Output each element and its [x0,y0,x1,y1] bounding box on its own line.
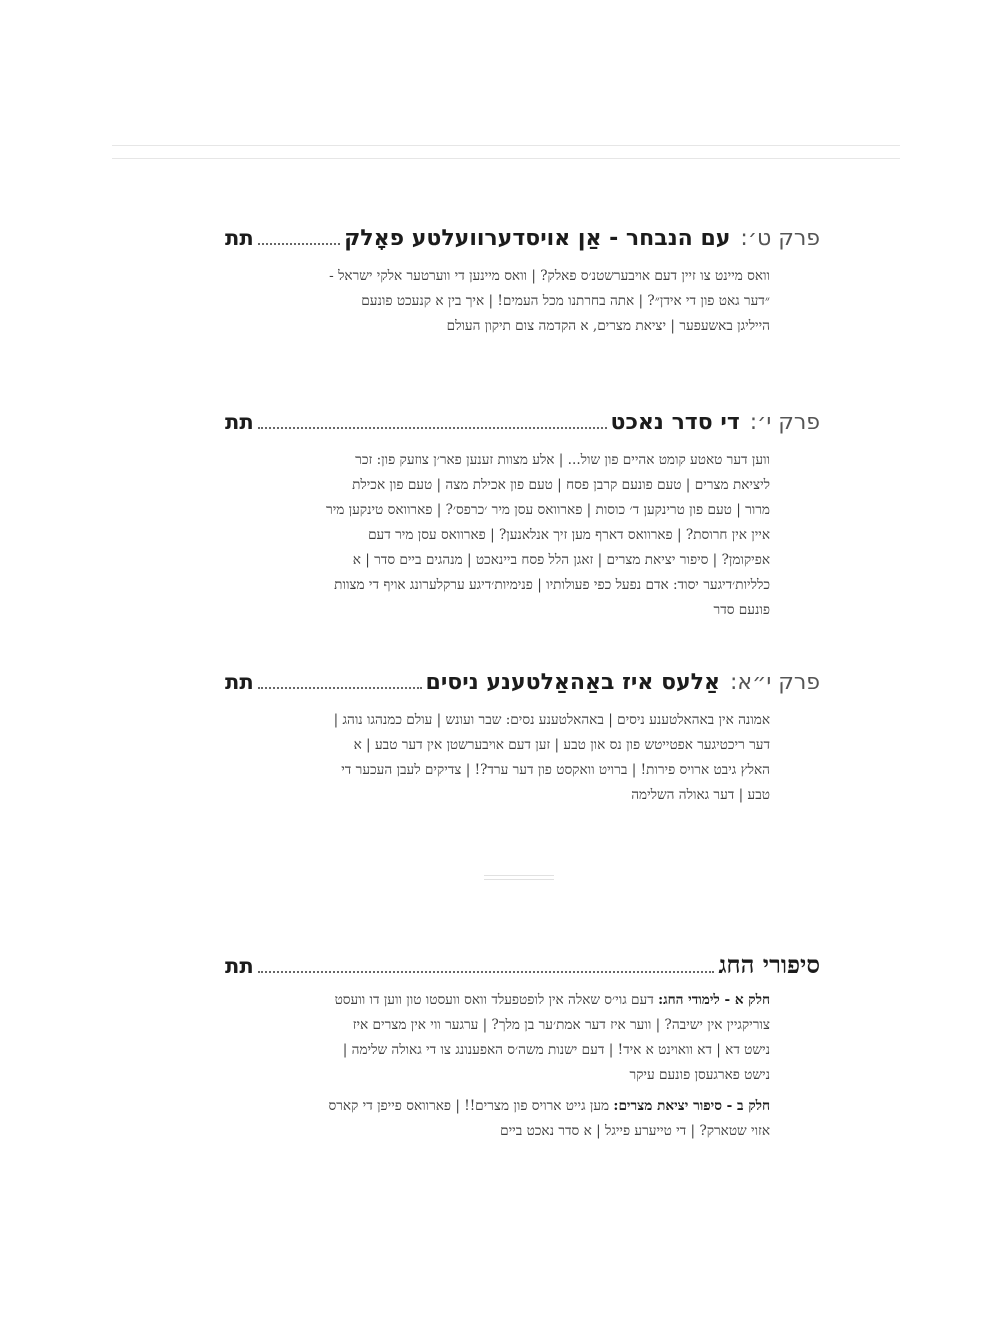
header-divider [112,145,900,159]
chapter-description: ווען דער טאטע קומט אהיים פון שול... | אלע מצוות זענען פאר׳ן צוזעק פון: זכר ליציאת מצרים | טעם פונעם קרבן פסח | טעם פון אכילת מצה | טעם פון אכילת מרור | טעם פון טרינקען ד׳ כוסות | פארוואס עסן מיר ׳כרפס׳? | פארוואס טינקען מיר איין אין חרוסת? | פארוואס דארף מען זיך אנלאנען? | פארוואס עסן מיר דעם אפיקומן? | סיפור יציאת מצרים | זאגן הלל פסח ביינאכט | מנהגים ביים סדר | א כלליות׳דיגער יסוד: אדם נפעל כפי פעולותיו | פנימיות׳דיגע ערקלערונג אויף די מצוות פונעם סדר [326,452,770,618]
toc-heading [225,410,820,444]
dot-leader [258,971,715,973]
part-paragraph [325,988,770,1088]
section-title: סיפורי החג [718,950,820,979]
toc-heading [225,226,820,260]
dot-leader [258,427,607,429]
chapter-number: פרק י׳: [749,410,820,435]
chapter-title: אַלעס איז באַהאַלטענע ניסים [425,670,721,695]
dot-leader [258,687,422,689]
toc-entry-chapter-11[interactable] [225,670,820,808]
chapter-number: פרק י״א: [730,670,820,695]
chapter-number: פרק ט׳: [740,226,820,251]
part-paragraph [325,1094,770,1144]
toc-entry-stories[interactable] [225,950,820,1150]
chapter-description: וואס מיינט צו זיין דעם אויבערשטנ׳ס פאלק? | וואס מיינען די ווערטער אלקי ישראל - ״דער גאט פון די אידן״? | אתה בחרתנו מכל העמים! | איך בין א קנעכט פונעם הייליגן באשעפער | יציאת מצרים, א הקדמה צום תיקון העולם [329,268,770,334]
part-label: חלק ב - סיפור יציאת מצרים: [613,1098,770,1114]
chapter-title: עם הנבחר - אַן אויסדערוועלטע פאָלק [344,226,731,251]
toc-heading [225,950,820,984]
page-number: תת [225,410,254,434]
part-description: דעם גוי׳ס שאלה אין לופטפעלד וואס וועסטו טון ווען דו וועסט צוריקגיין אין ישיבה? | ווער איז דער אמת׳ער בן מלך? | ערגער ווי אין מצרים איז נישט דא | דא וואוינט א איד! | דעם ישנות משה׳ס האפענונג צו די גאולה שלימה | נישט פארגעסן פונעם עיקר [334,992,770,1083]
page-number: תת [225,670,254,694]
chapter-title: די סדר נאכט [610,410,740,435]
toc-heading [225,670,820,704]
part-label: חלק א - לימודי החג: [658,992,770,1008]
toc-entry-chapter-9[interactable] [225,226,820,339]
toc-entry-chapter-10[interactable] [225,410,820,623]
section-description [325,988,770,1144]
page-number: תת [225,226,254,250]
page-number: תת [225,954,254,978]
chapter-description: אמונה אין באהאלטענע ניסים | באהאלטענע נסים: שבר ועונש | עולם כמנהגו נוהג | דער ריכטיגער אפטייטש פון נס און טבע | זען דעם אויבערשטן אין דער טבע | א האלץ גיבט ארויס פירות! | ברויט וואקסט פון דער ערד?! | צדיקים לעבן העכער די טבע | דער גאולה השלימה [333,712,770,803]
part-description: מען גייט ארויס פון מצרים!! | פארוואס פייפן די קארס אזוי שטארק? | די טייערע פייגל | א סדר נאכט ביים [328,1098,770,1139]
section-divider [484,875,554,880]
dot-leader [258,243,340,245]
